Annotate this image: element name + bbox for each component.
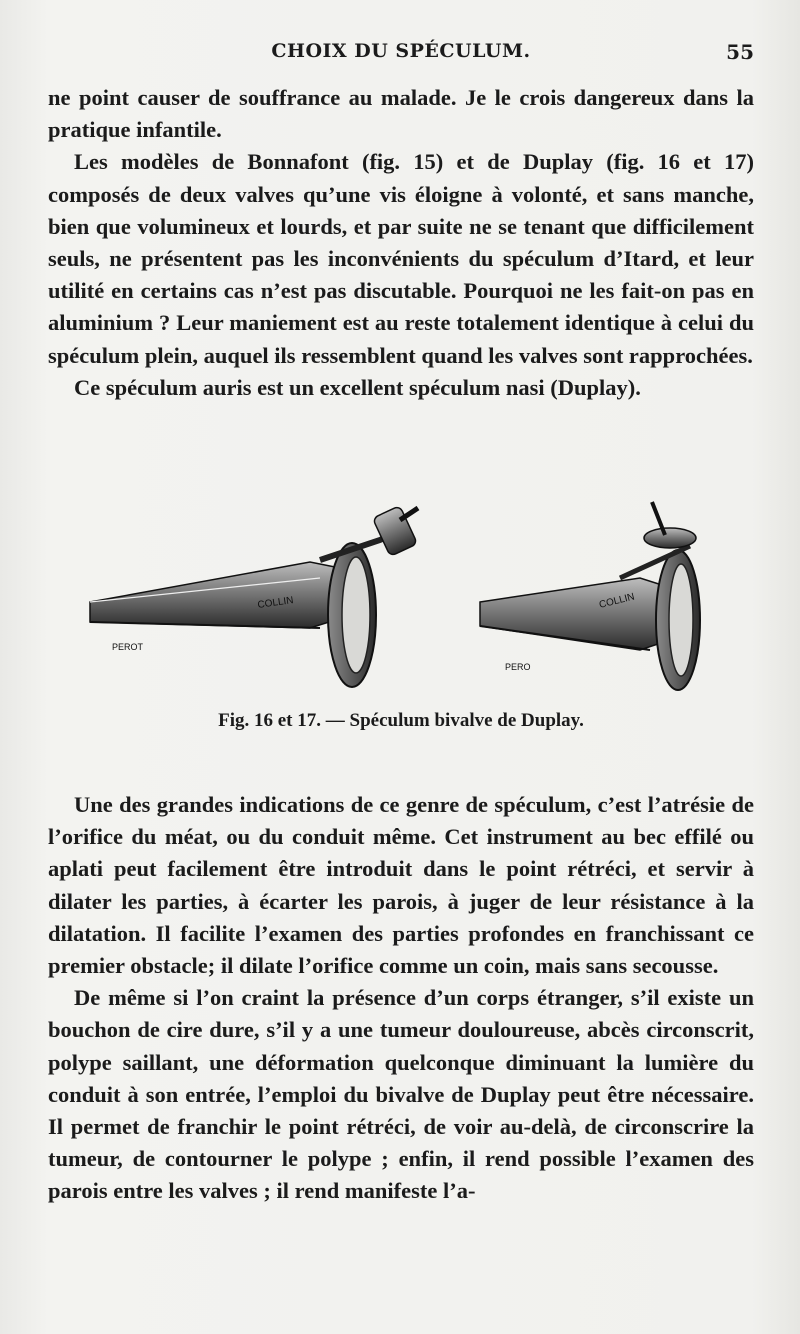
paragraph: Ce spéculum auris est un excellent spéculum nasi (Duplay). [74,374,641,400]
paragraph: De même si l’on craint la présence d’un corps étranger, s’il existe un bouchon de cire dure, s’il y a une tumeur douloureuse, abcès circonscrit, polype saillant, une déformation quelconque diminuant la lumière du conduit à son entrée, l’emploi du bivalve de Duplay peut être nécessaire. Il permet de franchir le point rétréci, de voir au-delà, de circonscrire la tumeur, de contourner le polype ; enfin, il rend possible l’examen des parois entre les valves ; il rend manifeste l’a- [48,985,754,1204]
engraved-signature-right: PERO [505,662,531,672]
paragraph: ne point causer de souffrance au malade. Je le crois dangereux dans la pratique infantile. [48,85,754,143]
paragraph: Une des grandes indications de ce genre de spéculum, c’est l’atrésie de l’orifice du méat, ou du conduit même. Cet instrument au bec effilé ou aplati peut facilement être introduit dans le point rétréci, et servir à dilater les parties, à écarter les parois, à juger de leur résistance à la dilatation. Il facilite l’examen des parties profondes en franchissant ce premier obstacle; il dilate l’orifice comme un coin, mais sans secousse. [48,792,754,979]
figure-speculum-illustration [80,490,720,700]
engraved-brand-left: COLLIN [256,595,295,611]
page-header [48,40,754,74]
engraved-brand-right: COLLIN [598,591,636,611]
engraved-signature-left: PEROT [112,642,144,652]
speculum-left-illustration [90,506,418,687]
running-title: CHOIX DU SPÉCULUM. [271,40,531,62]
paragraph: Les modèles de Bonnafont (fig. 15) et de Duplay (fig. 16 et 17) composés de deux valves qu’une vis éloigne à volonté, et sans manche, bien que volumineux et lourds, et par suite ne se tenant que difficilement seuls, ne présentent pas les inconvénients du spéculum d’Itard, et leur utilité en certains cas n’est pas discutable. Pourquoi ne les fait-on pas en aluminium ? Leur maniement est au reste totalement identique à celui du spéculum plein, auquel ils ressemblent quand les valves sont rapprochées. [48,149,754,368]
figure-caption: Fig. 16 et 17. — Spéculum bivalve de Duplay. [218,710,584,731]
page-number: 55 [726,40,754,64]
text-block-top [48,82,754,404]
text-block-bottom [48,789,754,1208]
speculum-right-illustration [480,502,700,690]
